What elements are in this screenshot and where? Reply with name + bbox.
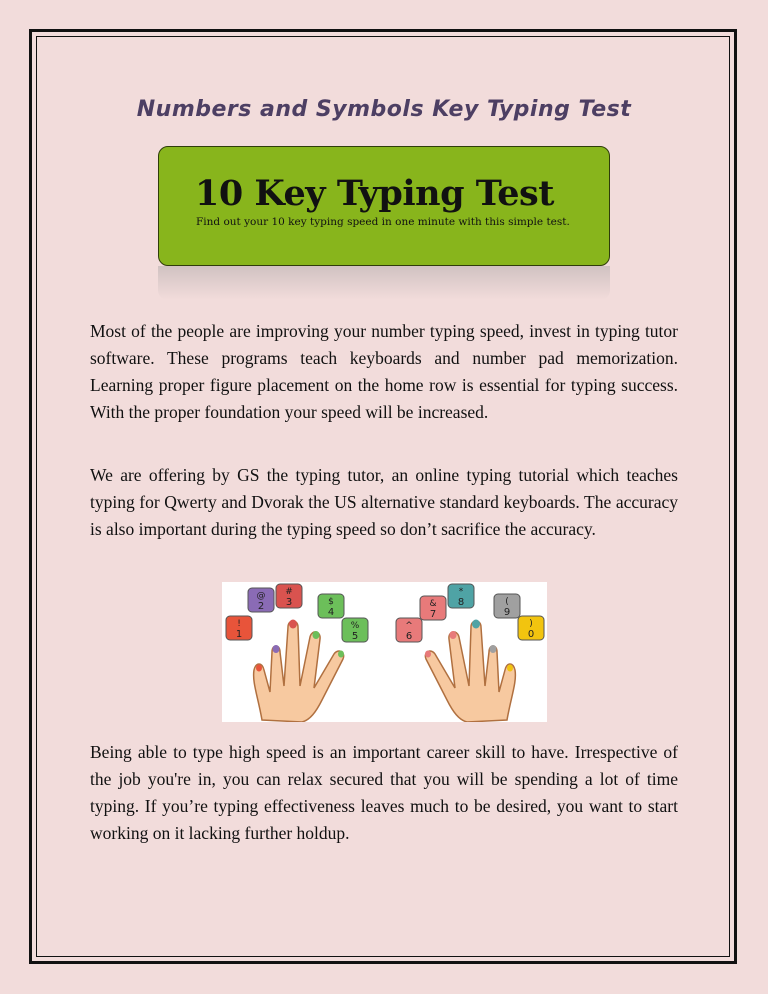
key-symbol: !: [237, 619, 241, 629]
key-number: 8: [457, 597, 465, 608]
hands-illustration: [222, 582, 547, 722]
right-key-8: [448, 584, 474, 608]
left-key-1: [226, 616, 252, 640]
banner-box: [158, 146, 610, 266]
banner-heading: 10 Key Typing Test: [195, 173, 554, 214]
key-number: 0: [527, 629, 535, 640]
key-number: 3: [285, 597, 293, 608]
key-symbol: ): [529, 619, 533, 629]
left-hand-icon: [254, 620, 344, 723]
paragraph-offering: We are offering by GS the typing tutor, an online typing tutorial which teaches typing for Qwerty and Dvorak the US alternative standard keyboards. The accuracy is also important during the typing speed so don’t sacrifice the accuracy.: [90, 465, 678, 539]
key-symbol: *: [458, 587, 464, 597]
key-symbol: &: [429, 599, 437, 609]
banner-reflection: [158, 266, 610, 300]
key-number: 2: [257, 601, 265, 612]
right-key-7: [420, 596, 446, 620]
right-hand-icon: [425, 620, 515, 723]
right-key-9: [494, 594, 520, 618]
right-key-6: [396, 618, 422, 642]
key-number: 5: [351, 631, 359, 642]
page-title: Numbers and Symbols Key Typing Test: [136, 97, 632, 122]
hands-svg: [222, 582, 547, 722]
key-number: 6: [405, 631, 413, 642]
key-number: 9: [503, 607, 511, 618]
key-symbol: (: [505, 597, 509, 607]
left-key-2: [248, 588, 274, 612]
right-key-0: [518, 616, 544, 640]
key-number: 7: [429, 609, 437, 620]
key-symbol: @: [256, 591, 266, 601]
key-number: 1: [235, 629, 243, 640]
banner: [158, 146, 610, 301]
key-symbol: %: [350, 621, 360, 631]
banner-subtitle: Find out your 10 key typing speed in one minute with this simple test.: [196, 216, 570, 228]
left-key-5: [342, 618, 368, 642]
left-key-3: [276, 584, 302, 608]
key-symbol: ^: [405, 621, 413, 631]
paragraph-intro: Most of the people are improving your number typing speed, invest in typing tutor software. These programs teach keyboards and number pad memorization. Learning proper figure placement on the home row is essential for typing success. With the proper foundation your speed will be increased.: [90, 321, 678, 422]
paragraph-career: Being able to type high speed is an important career skill to have. Irrespective of the job you're in, you can relax secured that you will be spending a lot of time typing. If you’re typing effectiveness leaves much to be desired, you want to start working on it lacking further holdup.: [90, 742, 678, 843]
left-key-4: [318, 594, 344, 618]
key-number: 4: [327, 607, 335, 618]
key-symbol: #: [285, 587, 293, 597]
key-symbol: $: [328, 597, 334, 607]
